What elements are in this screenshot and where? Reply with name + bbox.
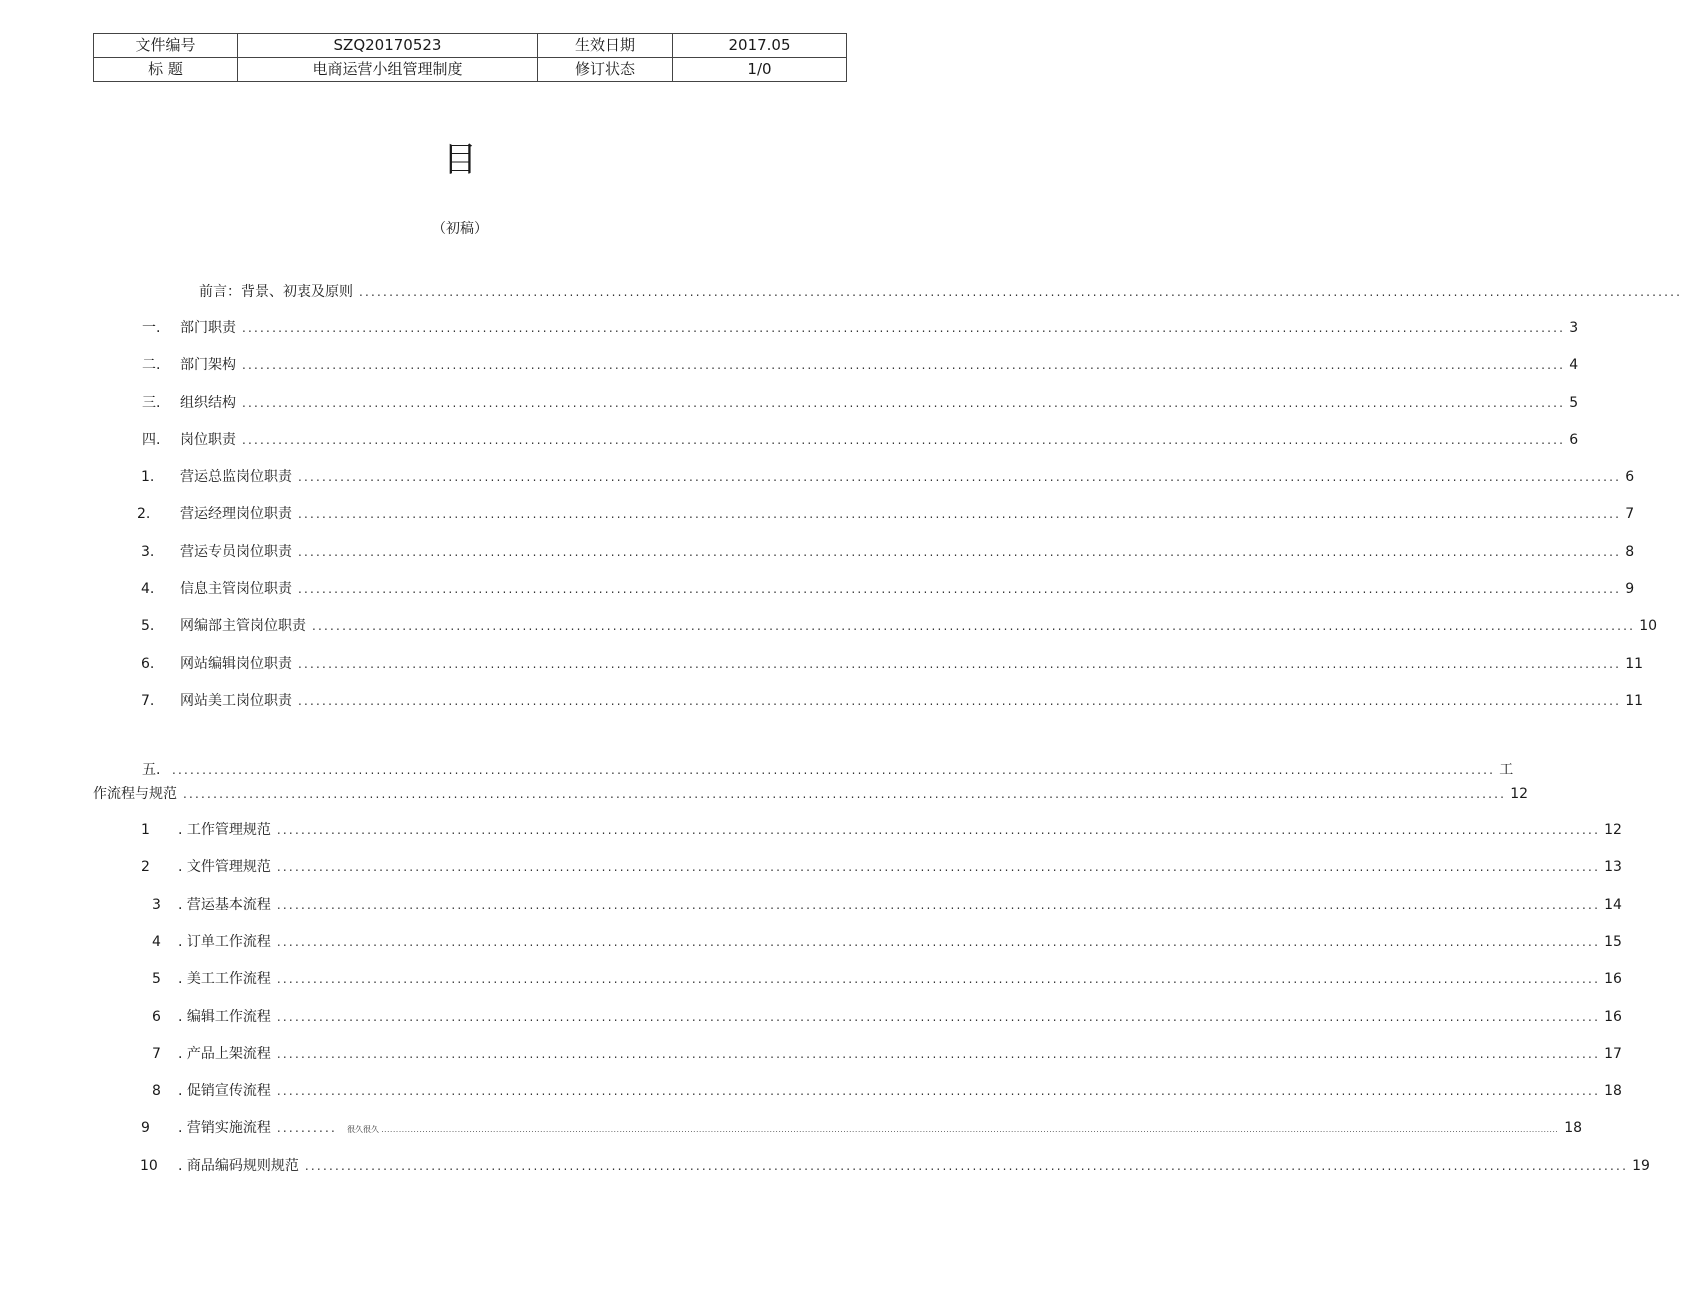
toc-entry-number: 7: [152, 1045, 161, 1062]
toc-process-item: [178, 1118, 1583, 1140]
toc-process-item: [178, 1156, 1650, 1176]
toc-entry-label: 营运专员岗位职责: [180, 543, 292, 560]
toc-section-five-line1: [166, 760, 1514, 780]
toc-leader-dots: ............................................................................................................................................................................................................................: [242, 395, 1566, 410]
toc-entry-page: 8: [1625, 543, 1635, 560]
toc-leader-dots: ............................................................................................................................................................................................................................: [172, 763, 1496, 777]
toc-entry-page: 12: [1604, 822, 1622, 838]
toc-role-item: [180, 467, 1635, 487]
toc-entry-label-tail: 工: [1499, 762, 1514, 778]
title-value: 电商运营小组管理制度: [238, 58, 538, 82]
toc-entry-number: 3.: [141, 543, 155, 560]
toc-leader-dots: ............................................................................................................................................................................................................................: [276, 934, 1601, 949]
toc-entry-label: 网站美工岗位职责: [180, 692, 292, 709]
toc-leader-dots: ............................................................................................................................................................................................................................: [242, 321, 1566, 335]
toc-leader-dots: ............................................................................................................................................................................................................................: [183, 787, 1507, 801]
document-header-table: [93, 33, 847, 82]
toc-entry-page: 12: [1510, 786, 1529, 802]
effective-date-label: 生效日期: [538, 34, 673, 58]
toc-leader-dots: ............................................................................................................................................................................................................................: [298, 544, 1622, 559]
toc-role-item: [180, 579, 1635, 599]
toc-entry-number: 二.: [142, 357, 161, 374]
toc-entry-page: 15: [1604, 933, 1622, 950]
toc-entry-label: . 工作管理规范: [178, 822, 271, 838]
doc-no-value: SZQ20170523: [238, 34, 538, 58]
toc-role-item: [180, 654, 1644, 674]
toc-leader-dots: ............................................................................................................................................................................................................................: [304, 1158, 1629, 1173]
toc-process-item: [178, 820, 1622, 840]
toc-leader-dots: ................................................................................................................................................................................................................................................................................................................................................................................................................: [381, 1125, 1559, 1135]
toc-leader-dots: ............................................................................................................................................................................................................................: [276, 1009, 1601, 1024]
toc-process-item: [178, 1081, 1622, 1101]
toc-process-item: [178, 1007, 1622, 1027]
toc-entry-number: 5.: [141, 618, 155, 635]
toc-section: [180, 318, 1579, 338]
toc-process-item: [178, 895, 1622, 915]
toc-leader-dots: ............................................................................................................................................................................................................................: [242, 358, 1566, 373]
toc-entry-page: 13: [1604, 859, 1622, 876]
toc-leader-dots: ............................................................................................................................................................................................................................: [276, 860, 1601, 875]
toc-entry-number: 5: [152, 971, 161, 988]
revision-value: 1/0: [673, 58, 847, 82]
toc-entry-number: 1: [141, 822, 150, 838]
toc-entry-label: 部门职责: [180, 320, 236, 336]
toc-entry-page: 6: [1569, 431, 1579, 448]
toc-entry-page: 6: [1625, 469, 1635, 485]
toc-entry-page: 18: [1604, 1083, 1622, 1100]
toc-leader-dots: ............................................................................................................................................................................................................................: [298, 470, 1622, 484]
toc-entry-page: 18: [1564, 1120, 1583, 1137]
toc-process-item: [178, 857, 1622, 877]
toc-entry-page: 10: [1639, 618, 1658, 635]
toc-entry-label: . 商品编码规则规范: [178, 1157, 299, 1174]
toc-entry-page: 16: [1604, 1008, 1622, 1025]
toc-leader-dots: ............................................................................................................................................................................................................................: [298, 656, 1622, 671]
toc-entry-label: 作流程与规范: [93, 786, 177, 802]
page-subtitle: （初稿）: [432, 221, 488, 237]
toc-role-item: [180, 542, 1635, 562]
toc-entry-label: 前言：背景、初衷及原则: [199, 284, 353, 300]
toc-leader-dots: ............................................................................................................................................................................................................................: [276, 972, 1601, 987]
toc-entry-label: . 营运基本流程: [178, 896, 271, 913]
toc-process-item: [178, 1044, 1622, 1064]
toc-role-item: [180, 691, 1644, 711]
toc-entry-number: 4: [152, 933, 161, 950]
toc-entry-number: 8: [152, 1083, 161, 1100]
toc-entry-label: . 美工工作流程: [178, 971, 271, 988]
toc-entry-number: 3: [152, 896, 161, 913]
toc-role-item: [180, 504, 1635, 524]
toc-leader-dots: ............................................................................................................................................................................................................................: [298, 507, 1622, 522]
header-row-1: [94, 34, 847, 58]
toc-leader-dots: ............................................................................................................................................................................................................................: [298, 693, 1622, 708]
toc-entry-label: 网站编辑岗位职责: [180, 655, 292, 672]
toc-entry-number: 4.: [141, 580, 155, 597]
toc-leader-dots: ............................................................................................................................................................................................................................: [312, 619, 1636, 634]
toc-process-item: [178, 932, 1622, 952]
toc-entry-note: 很久很久: [347, 1125, 380, 1135]
toc-leader-dots: ............................................................................................................................................................................................................................: [276, 823, 1601, 837]
toc-entry-number: 2: [141, 859, 150, 876]
toc-entry-label: . 订单工作流程: [178, 933, 271, 950]
toc-entry-label: . 产品上架流程: [178, 1045, 271, 1062]
toc-entry-page: 7: [1625, 506, 1635, 523]
toc-leader-dots: ............................................................................................................................................................................................................................: [298, 581, 1622, 596]
toc-leader-dots: ............................................................................................................................................................................................................................: [276, 897, 1601, 912]
toc-entry-number: 10: [140, 1157, 158, 1174]
toc-entry-label: 网编部主管岗位职责: [180, 618, 306, 635]
toc-entry-page: 11: [1625, 655, 1644, 672]
toc-entry-label: 岗位职责: [180, 431, 236, 448]
effective-date-value: 2017.05: [673, 34, 847, 58]
toc-section: [180, 355, 1579, 375]
toc-entry-page: 19: [1632, 1157, 1650, 1174]
toc-entry-number: 五.: [142, 762, 161, 778]
toc-entry-label: . 促销宣传流程: [178, 1083, 271, 1100]
toc-entry-label: . 编辑工作流程: [178, 1008, 271, 1025]
toc-entry-label: . 文件管理规范: [178, 859, 271, 876]
toc-section: [180, 430, 1579, 450]
toc-entry-page: 9: [1625, 580, 1635, 597]
toc-entry-number: 1.: [141, 469, 155, 485]
toc-entry-number: 6: [152, 1008, 161, 1025]
toc-entry-label: 营运总监岗位职责: [180, 469, 292, 485]
toc-entry-label: 部门架构: [180, 357, 236, 374]
toc-entry-label: 营运经理岗位职责: [180, 506, 292, 523]
toc-entry-page: 17: [1604, 1045, 1622, 1062]
header-row-2: [94, 58, 847, 82]
toc-entry-number: 7.: [141, 692, 155, 709]
toc-entry-page: 11: [1625, 692, 1644, 709]
toc-leader-dots: ..........: [276, 1121, 338, 1136]
toc-leader-dots: ............................................................................................................................................................................................................................: [276, 1046, 1601, 1061]
toc-section: [180, 393, 1579, 413]
toc-entry-label: 信息主管岗位职责: [180, 580, 292, 597]
toc-entry-label: 组织结构: [180, 394, 236, 411]
revision-label: 修订状态: [538, 58, 673, 82]
toc-role-item: [180, 616, 1658, 636]
toc-entry-number: 三.: [142, 394, 161, 411]
doc-no-label: 文件编号: [94, 34, 238, 58]
page-title: 目: [443, 140, 477, 180]
toc-entry-page: 5: [1569, 394, 1579, 411]
toc-entry-label: . 营销实施流程: [178, 1120, 271, 1137]
toc-entry-number: 9: [141, 1120, 150, 1137]
toc-process-item: [178, 969, 1622, 989]
toc-entry-number: 6.: [141, 655, 155, 672]
toc-leader-dots: ............................................................................................................................................................................................................................: [276, 1084, 1601, 1099]
toc-section-five-line2: [93, 784, 1529, 804]
toc-entry-page: 3: [1569, 320, 1579, 336]
toc-entry-number: 一.: [142, 320, 161, 336]
toc-entry-page: 4: [1569, 357, 1579, 374]
toc-entry-number: 2.: [137, 506, 151, 523]
toc-preface: [199, 282, 1682, 302]
toc-leader-dots: ............................................................................................................................................................................................................................: [359, 285, 1682, 299]
toc-entry-page: 16: [1604, 971, 1622, 988]
toc-entry-number: 四.: [142, 431, 161, 448]
toc-entry-page: 14: [1604, 896, 1622, 913]
title-label: 标 题: [94, 58, 238, 82]
toc-leader-dots: ............................................................................................................................................................................................................................: [242, 432, 1566, 447]
